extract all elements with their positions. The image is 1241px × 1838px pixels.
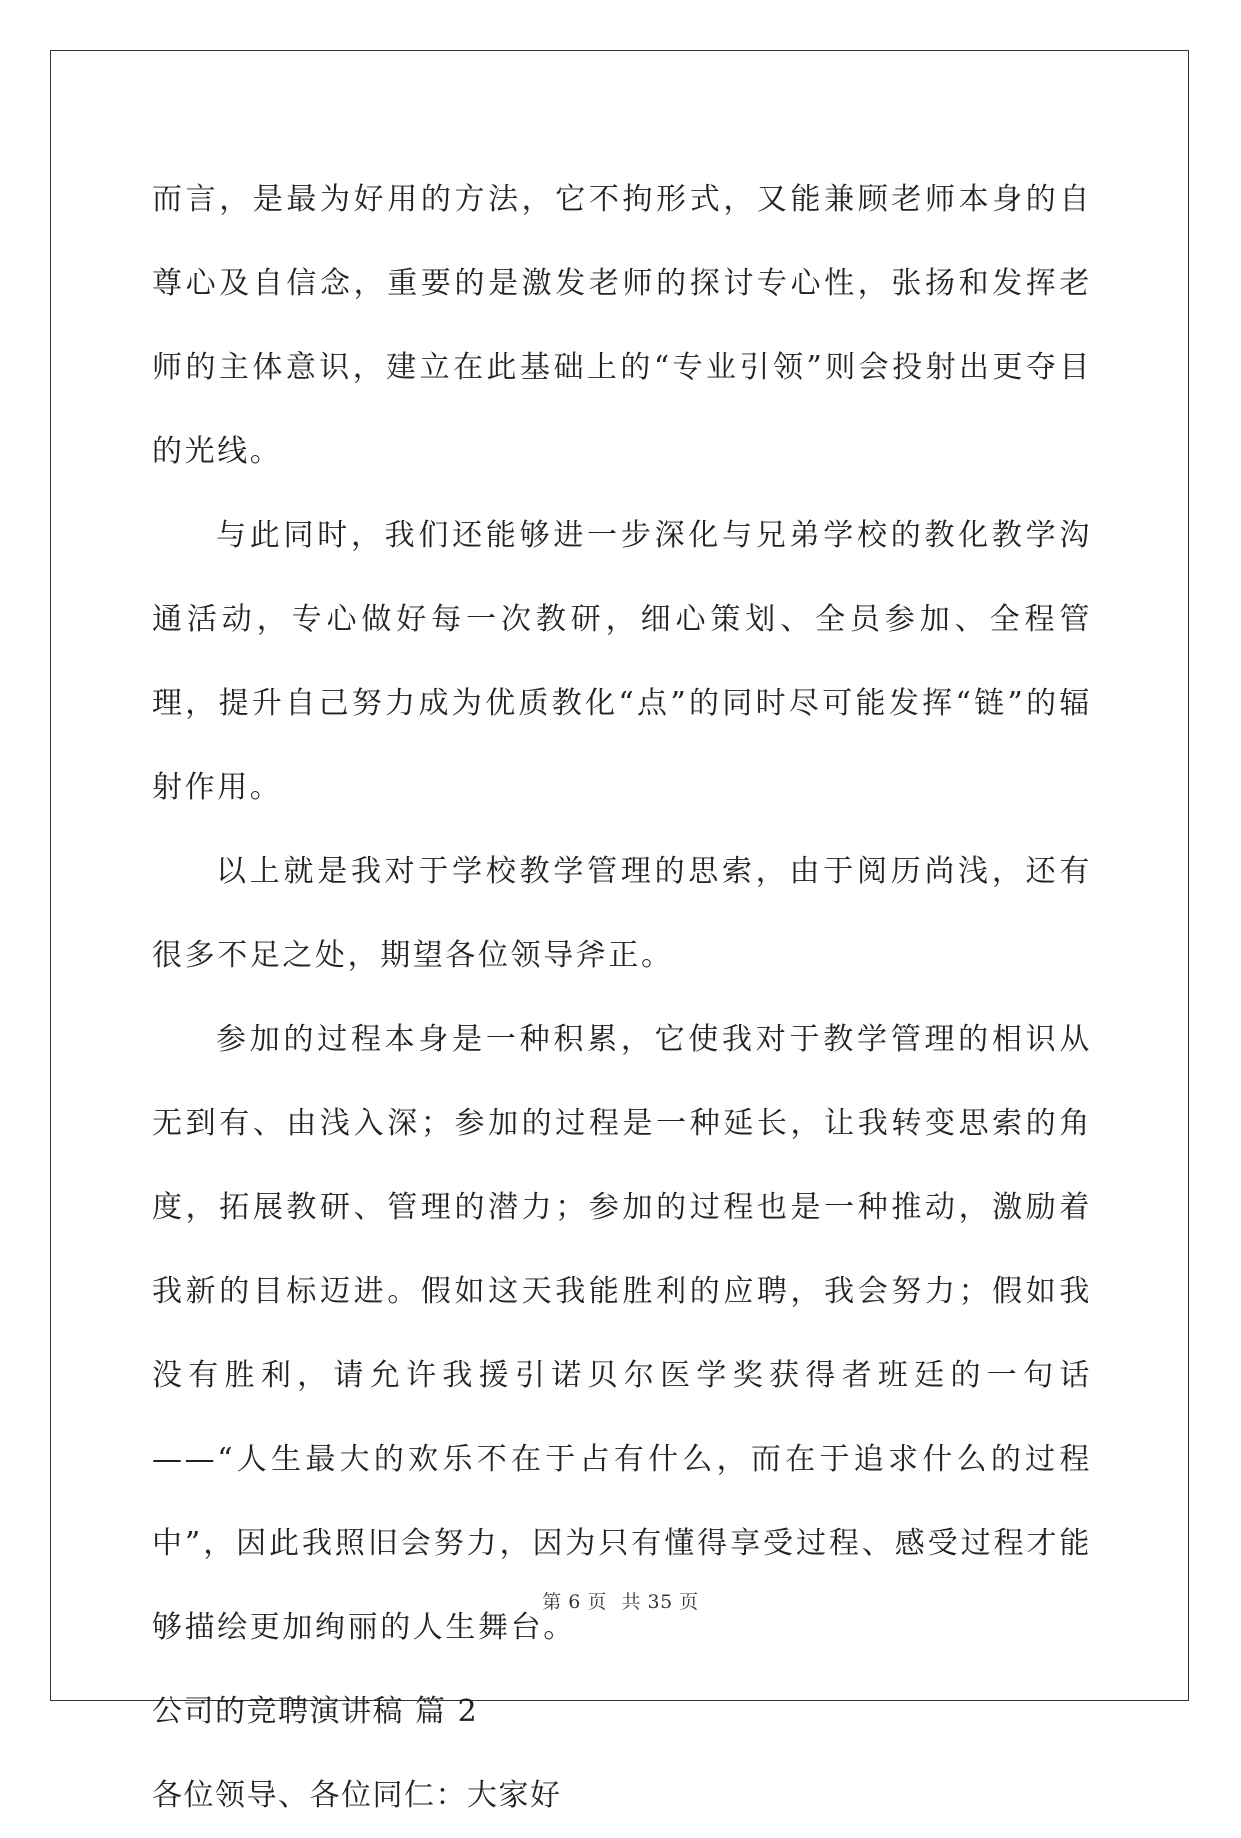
page-total: 共 35 页 xyxy=(621,1591,699,1613)
section-title: 公司的竞聘演讲稿 篇 2 xyxy=(152,1694,479,1729)
greeting-line: 各位领导、各位同仁：大家好 xyxy=(152,1778,562,1813)
paragraph-1: 而言，是最为好用的方法，它不拘形式，又能兼顾老师本身的自尊心及自信念，重要的是激发老师的探讨专心性，张扬和发挥老师的主体意识，建立在此基础上的“专业引领”则会投射出更夺目的光线。 xyxy=(152,182,1092,469)
paragraph-2: 与此同时，我们还能够进一步深化与兄弟学校的教化教学沟通活动，专心做好每一次教研，细心策划、全员参加、全程管理，提升自己努力成为优质教化“点”的同时尽可能发挥“链”的辐射作用。 xyxy=(152,518,1092,805)
paragraph-3: 以上就是我对于学校教学管理的思索，由于阅历尚浅，还有很多不足之处，期望各位领导斧正。 xyxy=(152,854,1092,973)
document-body xyxy=(152,158,1092,1838)
page-number: 第 6 页 xyxy=(542,1591,607,1613)
page-footer xyxy=(0,1587,1241,1614)
paragraph-4: 参加的过程本身是一种积累，它使我对于教学管理的相识从无到有、由浅入深；参加的过程是一种延长，让我转变思索的角度，拓展教研、管理的潜力；参加的过程也是一种推动，激励着我新的目标迈进。假如这天我能胜利的应聘，我会努力；假如我没有胜利，请允许我援引诺贝尔医学奖获得者班廷的一句话——“人生最大的欢乐不在于占有什么，而在于追求什么的过程中”，因此我照旧会努力，因为只有懂得享受过程、感受过程才能够描绘更加绚丽的人生舞台。 xyxy=(152,1022,1092,1645)
